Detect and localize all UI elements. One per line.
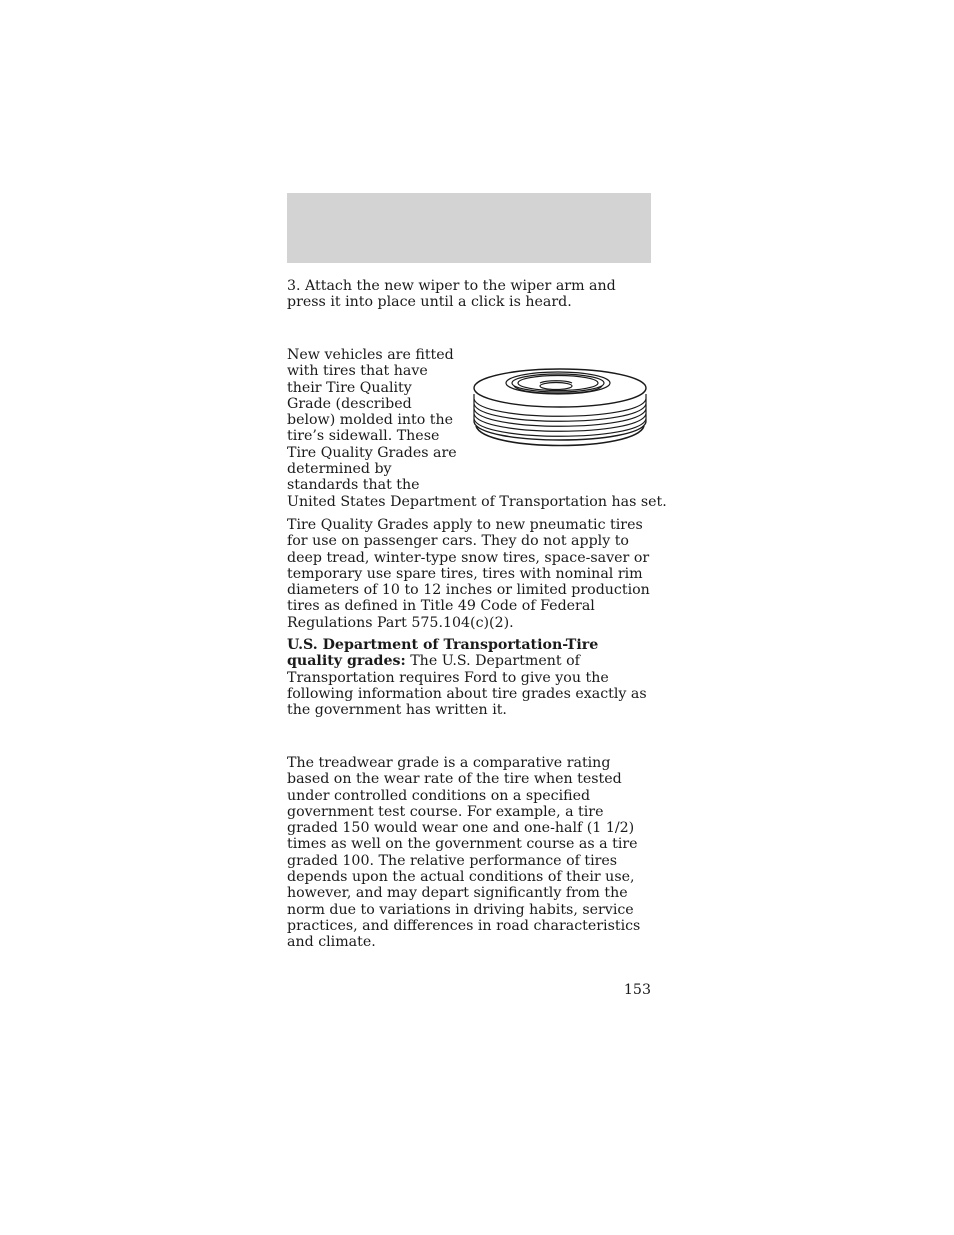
dot-grades-body: The U.S. Department of Transportation requires Ford to give you the following information about tire grades exactly as the government has written it. <box>287 653 647 719</box>
intro-line: with tires that have <box>287 363 428 380</box>
intro-line: their Tire Quality <box>287 379 412 396</box>
dot-grades-heading: U.S. Department of Transportation-Tire quality grades: <box>287 637 599 670</box>
applicability-paragraph: Tire Quality Grades apply to new pneumatic tires for use on passenger cars. They do not apply to deep tread, winter-type snow tires, space-saver or temporary use spare tires, tires with nominal rim diameters of 10 to 12 inches or limited production tires as defined in Title 49 Code of Federal Regulations Part 575.104(c)(2). <box>287 517 650 631</box>
intro-last-line: United States Department of Transportation has set. <box>287 493 667 510</box>
intro-line: determined by <box>287 461 392 478</box>
page-number: 153 <box>623 982 651 998</box>
dot-grades-paragraph <box>287 637 653 718</box>
intro-line: Grade (described <box>287 395 412 412</box>
treadwear-paragraph: The treadwear grade is a comparative rating based on the wear rate of the tire when tested under controlled conditions on a specified government test course. For example, a tire graded 150 would wear one and one-half (1 1/2) times as well on the government course as a tire graded 100. The relative performance of tires depends upon the actual conditions of their use, however, and may depart significantly from the norm due to variations in driving habits, service practices, and differences in road characteristics and climate. <box>287 755 641 951</box>
tire-icon <box>470 366 650 460</box>
intro-line: tire’s sidewall. These <box>287 428 440 445</box>
intro-line: New vehicles are fitted <box>287 347 454 363</box>
intro-line: below) molded into the <box>287 412 454 429</box>
intro-line: standards that the <box>287 477 420 494</box>
intro-wrapped-text <box>287 347 457 494</box>
step-3-paragraph: 3. Attach the new wiper to the wiper arm and press it into place until a click is heard. <box>287 278 616 311</box>
intro-line: Tire Quality Grades are <box>287 444 457 461</box>
header-band <box>287 193 651 263</box>
